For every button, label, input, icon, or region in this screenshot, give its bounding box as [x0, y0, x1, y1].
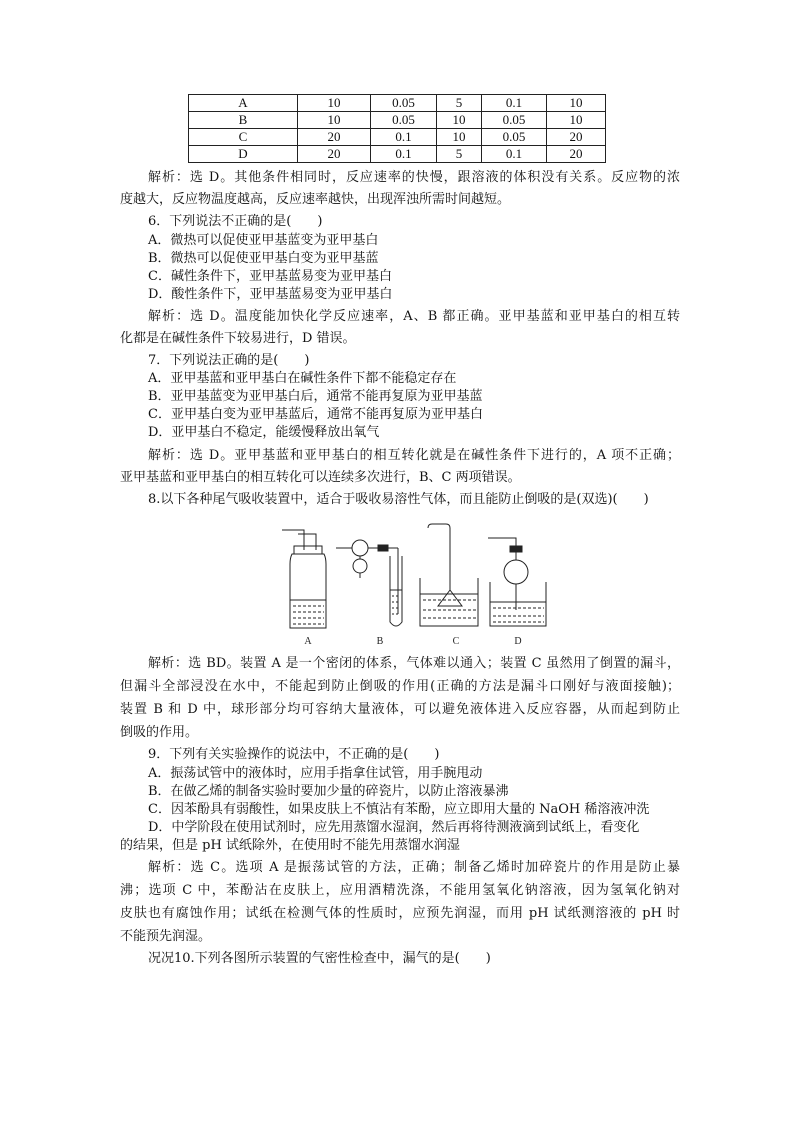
table-cell: 10	[437, 129, 482, 146]
table-row	[189, 146, 606, 163]
q7-analysis-line-2: 亚甲基蓝和亚甲基白的相互转化可以连续多次进行，B、C 两项错误。	[120, 470, 521, 485]
q8-analysis-line-3: 装置 B 和 D 中，球形部分均可容纳大量液体，可以避免液体进入反应容器，从而起到防止	[120, 702, 680, 717]
table-row	[189, 95, 606, 112]
table-cell: 20	[298, 129, 371, 146]
q9-analysis-line-4: 不能预先润湿。	[120, 929, 212, 944]
figure-label-b: B	[376, 636, 384, 647]
q8-stem: 8.以下各种尾气吸收装置中，适合于吸收易溶性气体，而且能防止倒吸的是(双选)( )	[148, 492, 649, 507]
q9-analysis-line-1: 解析：选 C。选项 A 是振荡试管的方法，正确；制备乙烯时加碎瓷片的作用是防止暴	[148, 860, 680, 875]
table-cell: C	[189, 129, 298, 146]
table-cell: 10	[298, 112, 371, 129]
table-cell: 0.1	[371, 146, 437, 163]
q10-stem: 况况10.下列各图所示装置的气密性检查中，漏气的是( )	[148, 951, 491, 966]
q6-option-a: A．微热可以促使亚甲基蓝变为亚甲基白	[148, 233, 379, 248]
q9-option-a: A．振荡试管中的液体时，应用手指拿住试管，用手腕甩动	[148, 766, 483, 781]
table-cell: 10	[547, 95, 606, 112]
q6-analysis-line-1: 解析：选 D。温度能加快化学反应速率，A、B 都正确。亚甲基蓝和亚甲基白的相互转	[148, 309, 680, 324]
q8-analysis-line-2: 但漏斗全部浸没在水中，不能起到防止倒吸的作用(正确的方法是漏斗口刚好与液面接触)；	[120, 679, 680, 694]
q6-option-c: C．碱性条件下，亚甲基蓝易变为亚甲基白	[148, 269, 392, 284]
table-cell: 0.05	[371, 95, 437, 112]
q7-option-c: C．亚甲基白变为亚甲基蓝后，通常不能再复原为亚甲基白	[148, 407, 483, 422]
q8-analysis-line-1: 解析：选 BD。装置 A 是一个密闭的体系，气体难以通入；装置 C 虽然用了倒置的漏斗，	[148, 656, 680, 671]
table-cell: A	[189, 95, 298, 112]
table-cell: 0.05	[371, 112, 437, 129]
q9-analysis-line-2: 沸；选项 C 中，苯酚沾在皮肤上，应用酒精洗涤，不能用氢氧化钠溶液，因为氢氧化钠对	[120, 883, 680, 898]
table-row	[189, 129, 606, 146]
q9-option-c: C．因苯酚具有弱酸性，如果皮肤上不慎沾有苯酚，应立即用大量的 NaOH 稀溶液冲洗	[148, 802, 650, 817]
q9-option-d-cont: 的结果，但是 pH 试纸除外，在使用时不能先用蒸馏水润湿	[120, 838, 460, 853]
q7-option-d: D．亚甲基白不稳定，能缓慢释放出氧气	[148, 425, 380, 440]
table-cell: 0.05	[482, 129, 547, 146]
table-cell: 20	[298, 146, 371, 163]
table-cell: 20	[547, 129, 606, 146]
q9-option-d: D．中学阶段在使用试剂时，应先用蒸馏水湿润，然后再将待测液滴到试纸上，看变化	[148, 820, 640, 835]
figure-label-c: C	[452, 636, 460, 647]
table-cell: D	[189, 146, 298, 163]
q6-option-b: B．微热可以促使亚甲基白变为亚甲基蓝	[148, 251, 379, 266]
table-cell: B	[189, 112, 298, 129]
table-cell: 0.1	[371, 129, 437, 146]
table-cell: 10	[437, 112, 482, 129]
table-cell: 0.05	[482, 112, 547, 129]
experiment-table	[188, 94, 606, 163]
apparatus-a	[282, 530, 326, 628]
q6-analysis-line-2: 化都是在碱性条件下较易进行，D 错误。	[120, 331, 356, 346]
q7-option-a: A．亚甲基蓝和亚甲基白在碱性条件下都不能稳定存在	[148, 371, 457, 386]
table-cell: 5	[437, 146, 482, 163]
q7-stem: 7．下列说法正确的是( )	[148, 353, 310, 368]
table-cell: 10	[298, 95, 371, 112]
table-cell: 20	[547, 146, 606, 163]
table-cell: 0.1	[482, 95, 547, 112]
q5-analysis-line-2: 度越大，反应物温度越高，反应速率越快，出现浑浊所需时间越短。	[120, 192, 511, 207]
q9-stem: 9．下列有关实验操作的说法中，不正确的是( )	[148, 747, 440, 762]
apparatus-d	[488, 538, 546, 626]
figure-label-a: A	[304, 636, 312, 647]
q6-option-d: D．酸性条件下，亚甲基蓝易变为亚甲基白	[148, 287, 393, 302]
q6-stem: 6．下列说法不正确的是( )	[148, 214, 323, 229]
q9-option-b: B．在做乙烯的制备实验时要加少量的碎瓷片，以防止溶液暴沸	[148, 784, 509, 799]
figure-label-d: D	[514, 636, 522, 647]
table-row	[189, 112, 606, 129]
apparatus-c	[420, 524, 478, 626]
q7-option-b: B．亚甲基蓝变为亚甲基白后，通常不能再复原为亚甲基蓝	[148, 389, 483, 404]
q5-analysis-line-1: 解析：选 D。其他条件相同时，反应速率的快慢，跟溶液的体积没有关系。反应物的浓	[148, 170, 680, 185]
q7-analysis-line-1: 解析：选 D。亚甲基蓝和亚甲基白的相互转化就是在碱性条件下进行的，A 项不正确；	[148, 448, 680, 463]
q8-analysis-line-4: 倒吸的作用。	[120, 725, 199, 740]
apparatus-b	[336, 540, 402, 626]
table-cell: 0.1	[482, 146, 547, 163]
table-cell: 10	[547, 112, 606, 129]
absorption-apparatus-figure	[278, 520, 548, 648]
table-cell: 5	[437, 95, 482, 112]
q9-analysis-line-3: 皮肤也有腐蚀作用；试纸在检测气体的性质时，应预先润湿，而用 pH 试纸测溶液的 pH 时	[120, 906, 680, 921]
